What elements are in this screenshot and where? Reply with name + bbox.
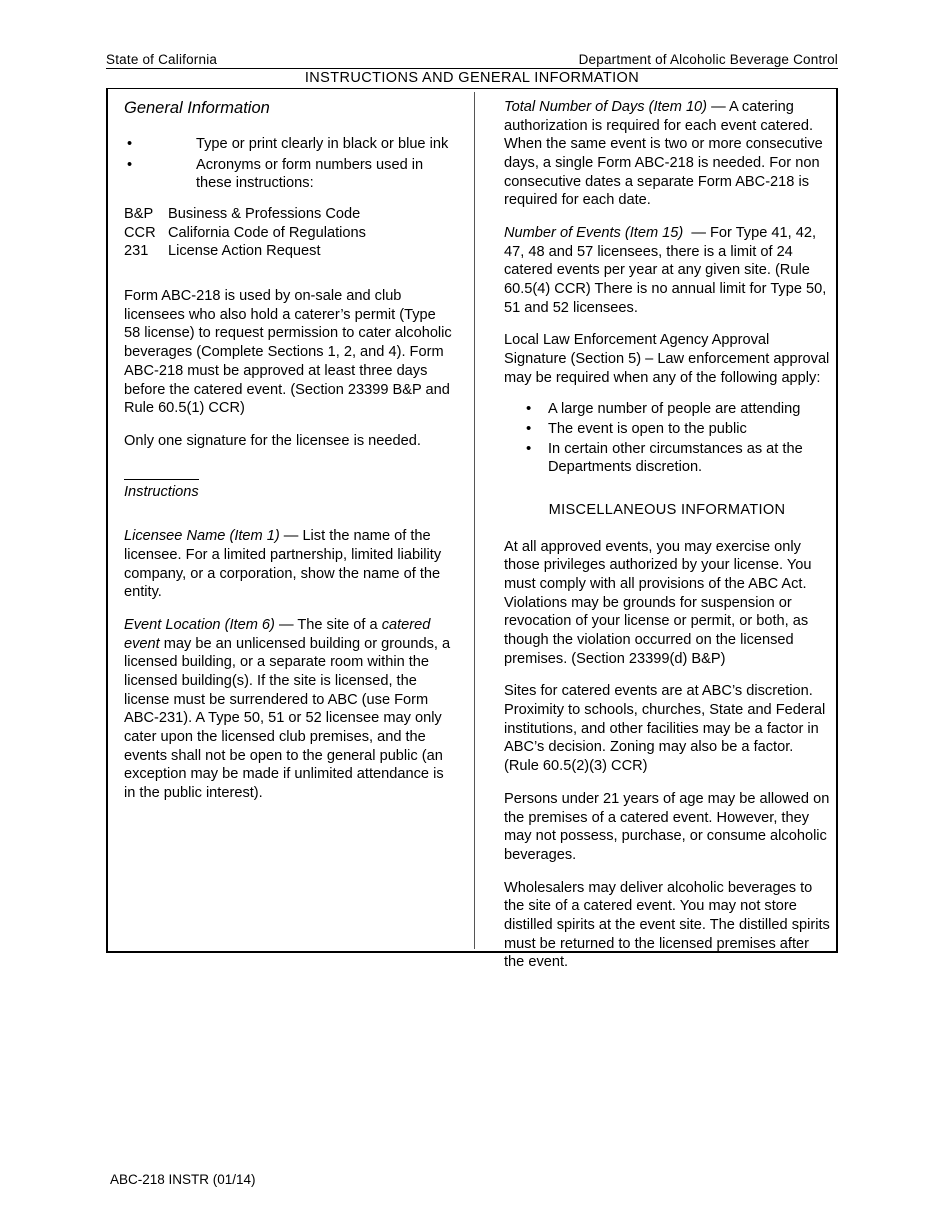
right-column bbox=[504, 98, 830, 986]
licensee-name-label: Licensee Name (Item 1) bbox=[124, 528, 280, 545]
footer-form-id: ABC-218 INSTR (01/14) bbox=[110, 1172, 256, 1187]
abbreviation-value: California Code of Regulations bbox=[168, 224, 366, 241]
list-item bbox=[124, 156, 454, 193]
abbreviation-key: B&P bbox=[124, 206, 154, 223]
law-enforcement-paragraph: Local Law Enforcement Agency Approval Signature (Section 5) – Law enforcement approval may be required when any of the following apply: bbox=[504, 332, 830, 386]
left-column bbox=[124, 98, 454, 817]
abbreviation-key: CCR bbox=[124, 224, 156, 241]
general-information-heading: General Information bbox=[124, 99, 270, 117]
em-dash: — bbox=[278, 616, 294, 633]
condition-text: In certain other circumstances as at the Departments discretion. bbox=[548, 440, 803, 476]
law-enforcement-conditions bbox=[504, 400, 830, 477]
abbreviation-key: 231 bbox=[124, 243, 149, 260]
page-header bbox=[106, 52, 838, 69]
licensee-name-text: List the name of the licensee. For a limited partnership, limited liability company, or a corporation, show the name of the entity. bbox=[124, 528, 442, 601]
event-location-label: Event Location (Item 6) bbox=[124, 616, 275, 633]
miscellaneous-information-heading: MISCELLANEOUS INFORMATION bbox=[548, 502, 786, 519]
abbreviation-value: Business & Professions Code bbox=[168, 206, 361, 223]
misc-paragraph-3: Persons under 21 years of age may be allowed on the premises of a catered event. However, they may not possess, purchase, or consume alcoholic beverages. bbox=[504, 790, 830, 863]
misc-paragraph-1: At all approved events, you may exercise only those privileges authorized by your license. You must comply with all provisions of the ABC Act. Violations may be grounds for suspension or revocation of your license or permit, or both, as though the violation occurred on the licensed premises. (Section 23399(d) B&P) bbox=[504, 538, 812, 667]
bullet-icon: • bbox=[127, 136, 133, 153]
list-item bbox=[124, 135, 454, 154]
misc-paragraph-4: Wholesalers may deliver alcoholic beverages to the site of a catered event. You may not store distilled spirits at the event site. The distilled spirits must be returned to the licensed premises after the event. bbox=[504, 879, 830, 971]
condition-text: A large number of people are attending bbox=[548, 401, 801, 418]
bullet-icon: • bbox=[127, 156, 133, 173]
list-item bbox=[124, 224, 454, 243]
catered-event-phrase: catered event bbox=[124, 616, 431, 652]
event-location-paragraph bbox=[124, 616, 454, 803]
event-location-text-before: The site of a bbox=[293, 616, 382, 633]
misc-paragraph-2: Sites for catered events are at ABC’s discretion. Proximity to schools, churches, State and Federal institutions, and other facilities may be a factor in ABC’s decision. Zoning may also be a factor. (Rule 60.5(2)(3) CCR) bbox=[504, 683, 826, 775]
page-title: INSTRUCTIONS AND GENERAL INFORMATION bbox=[106, 70, 838, 89]
list-item bbox=[124, 242, 454, 261]
form-purpose-paragraph: Form ABC-218 is used by on-sale and club licensees who also hold a caterer’s permit (Type 58 license) to request permission to cater alcoholic beverages (Complete Sections 1, 2, and 4). Form ABC-218 must be approved at least three days before the catered event. (Section 23399 B&P and Rule 60.5(1) CCR) bbox=[124, 288, 452, 417]
bullet-text: Acronyms or form numbers used in these instructions: bbox=[196, 156, 424, 192]
list-item bbox=[124, 205, 454, 224]
em-dash: — bbox=[691, 225, 706, 242]
list-item bbox=[504, 420, 830, 439]
event-location-text-after: may be an unlicensed building or grounds, a licensed building, or a separate room within the licensed building(s). If the site is licensed, the license must be surrendered to ABC (use Form ABC-231). A Type 50, 51 or 52 licensee may only cater upon the licensed club premises, and the events shall not be open to the general public (an exception may be made if unlimited attendance is in the public interest). bbox=[124, 635, 451, 801]
column-divider bbox=[474, 92, 475, 949]
general-bullet-list bbox=[124, 135, 454, 193]
instructions-heading: Instructions bbox=[124, 479, 199, 502]
em-dash: — bbox=[283, 528, 299, 545]
number-events-label: Number of Events (Item 15) bbox=[504, 225, 684, 242]
total-days-text: A catering authorization is required for each event catered. When the same event is two or more consecutive days, a single Form ABC-218 is needed. For non consecutive dates a separate Form ABC-218 is required for each date. bbox=[504, 99, 823, 209]
bullet-icon: • bbox=[526, 400, 532, 418]
licensee-name-paragraph bbox=[124, 527, 454, 602]
list-item bbox=[504, 440, 830, 477]
em-dash: — bbox=[711, 99, 726, 115]
number-events-text: For Type 41, 42, 47, 48 and 57 licensees, there is a limit of 24 catered events per year at any given site. (Rule 60.5(4) CCR) There is no annual limit for Type 50, 51 and 52 licensees. bbox=[504, 225, 827, 316]
bullet-icon: • bbox=[526, 420, 532, 438]
signature-note-paragraph: Only one signature for the licensee is needed. bbox=[124, 432, 421, 449]
total-days-label: Total Number of Days (Item 10) bbox=[504, 99, 708, 115]
list-item bbox=[504, 400, 830, 419]
abbreviation-list bbox=[124, 205, 454, 261]
condition-text: The event is open to the public bbox=[548, 421, 747, 438]
abbreviation-value: License Action Request bbox=[168, 243, 321, 260]
number-events-paragraph bbox=[504, 224, 830, 317]
header-department: Department of Alcoholic Beverage Control bbox=[578, 52, 838, 67]
bullet-icon: • bbox=[526, 439, 532, 457]
total-days-paragraph bbox=[504, 98, 830, 210]
bullet-text: Type or print clearly in black or blue ink bbox=[196, 136, 449, 153]
header-state: State of California bbox=[106, 52, 218, 67]
